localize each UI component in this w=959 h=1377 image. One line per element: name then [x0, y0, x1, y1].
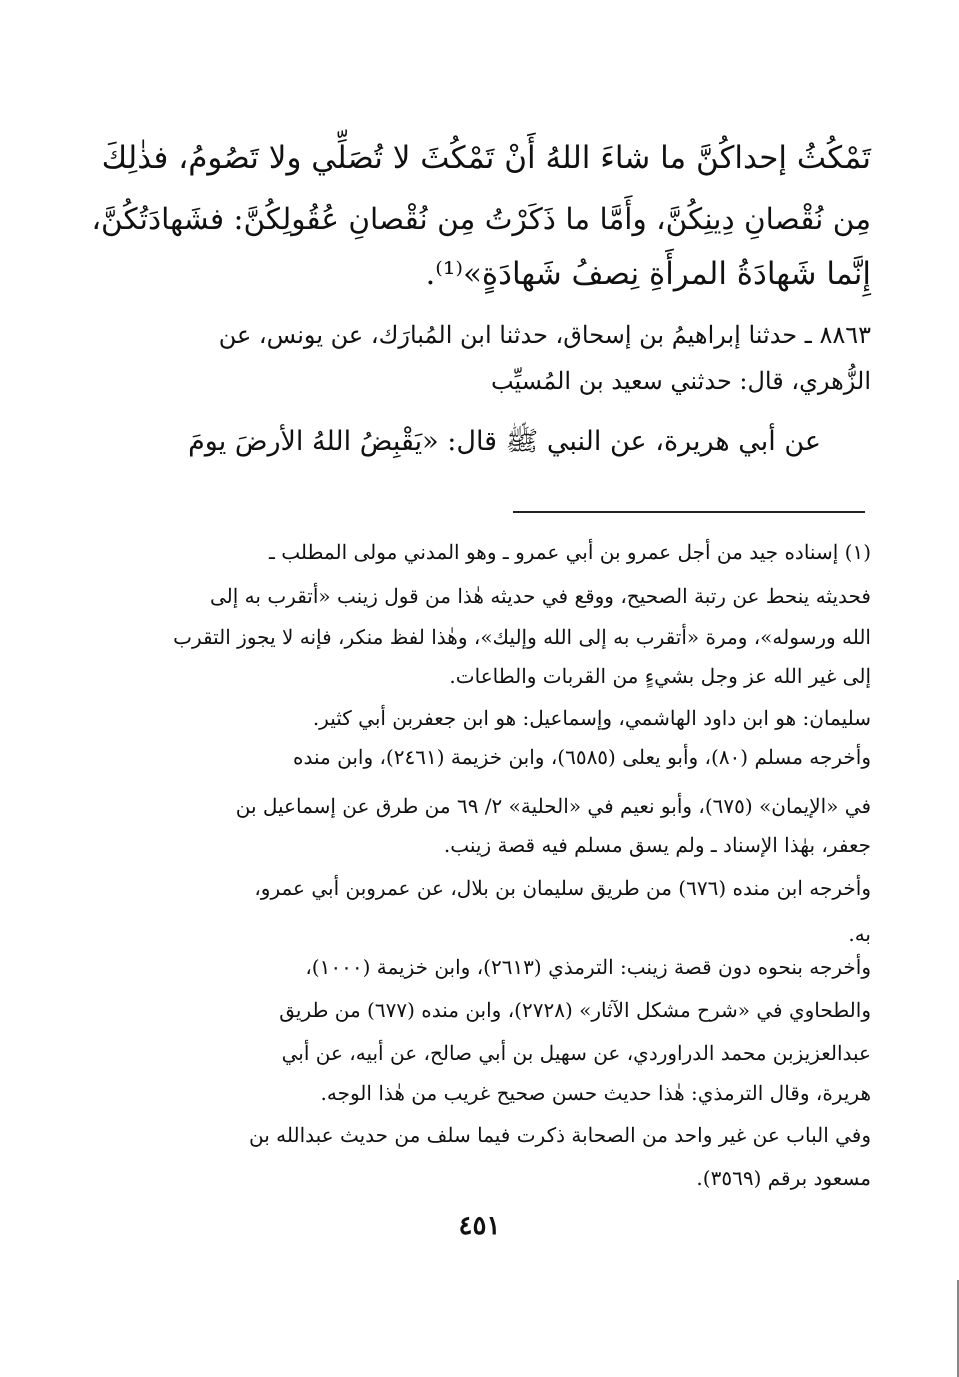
footnote-line: وفي الباب عن غير واحد من الصحابة ذكرت فيما سلف من حديث عبدالله بن: [248, 1123, 871, 1147]
footnote-line: إلى غير الله عز وجل بشيءٍ من القربات والطاعات.: [449, 664, 871, 688]
footnote-line: جعفر، بهٰذا الإسناد ـ ولم يسق مسلم فيه قصة زينب.: [443, 833, 871, 857]
hadith-line-3: عن أبي هريرة، عن النبي ﷺ قال: «يَقْبِضُ اللهُ الأرضَ يومَ: [188, 426, 821, 457]
hadith-line-2: الزُّهري، قال: حدثني سعيد بن المُسيِّب: [490, 367, 871, 395]
matn-line-1: تَمْكُثُ إحداكُنَّ ما شاءَ اللهُ أَنْ تَمْكُثَ لا تُصَلِّي ولا تَصُومُ، فذٰلِكَ: [101, 140, 871, 176]
footnote-line: به.: [848, 922, 871, 946]
footnote-line: فحديثه ينحط عن رتبة الصحيح، ووقع في حديثه هٰذا من قول زينب «أتقرب به إلى: [210, 584, 871, 608]
footnote-line: عبدالعزيزبن محمد الدراوردي، عن سهيل بن أبي صالح، عن أبيه، عن أبي: [281, 1041, 871, 1065]
footnote-line: وأخرجه بنحوه دون قصة زينب: الترمذي (٢٦١٣)، وابن خزيمة (١٠٠٠)،: [305, 955, 871, 979]
footnote-line: وأخرجه مسلم (٨٠)، وأبو يعلى (٦٥٨٥)، وابن خزيمة (٢٤٦١)، وابن منده: [293, 745, 871, 769]
footnote-line: وأخرجه ابن منده (٦٧٦) من طريق سليمان بن بلال، عن عمروبن أبي عمرو،: [254, 876, 871, 900]
footnote-line: الله ورسوله»، ومرة «أتقرب به إلى الله وإليك»، وهٰذا لفظ منكر، فإنه لا يجوز التقرب: [173, 625, 871, 649]
footnote-line: في «الإيمان» (٦٧٥)، وأبو نعيم في «الحلية» ٢/ ٦٩ من طرق عن إسماعيل بن: [235, 794, 871, 818]
footnote-line: مسعود برقم (٣٥٦٩).: [696, 1166, 871, 1190]
footnote-line: (١) إسناده جيد من أجل عمرو بن أبي عمرو ـ وهو المدني مولى المطلب ـ: [269, 540, 871, 564]
footnote-line: سليمان: هو ابن داود الهاشمي، وإسماعيل: هو ابن جعفربن أبي كثير.: [312, 706, 871, 730]
matn-line-2: مِن نُقْصانِ دِينِكُنَّ، وأَمَّا ما ذَكَرْتُ مِن نُقْصانِ عُقُولِكُنَّ: فشَهادَتُكُنَّ،: [91, 202, 871, 236]
footnote-separator: [513, 511, 865, 513]
page-number: ٤٥١: [458, 1211, 501, 1241]
matn-line-3: إِنَّما شَهادَةُ المرأَةِ نِصفُ شَهادَةٍ»⁽¹⁾.: [425, 256, 871, 292]
footnote-line: والطحاوي في «شرح مشكل الآثار» (٢٧٢٨)، وابن منده (٦٧٧) من طريق: [279, 998, 871, 1022]
hadith-line-1: ٨٨٦٣ ـ حدثنا إبراهيمُ بن إسحاق، حدثنا ابن المُبارَك، عن يونس، عن: [218, 321, 871, 349]
footnote-line: هريرة، وقال الترمذي: هٰذا حديث حسن صحيح غريب من هٰذا الوجه.: [320, 1081, 871, 1105]
